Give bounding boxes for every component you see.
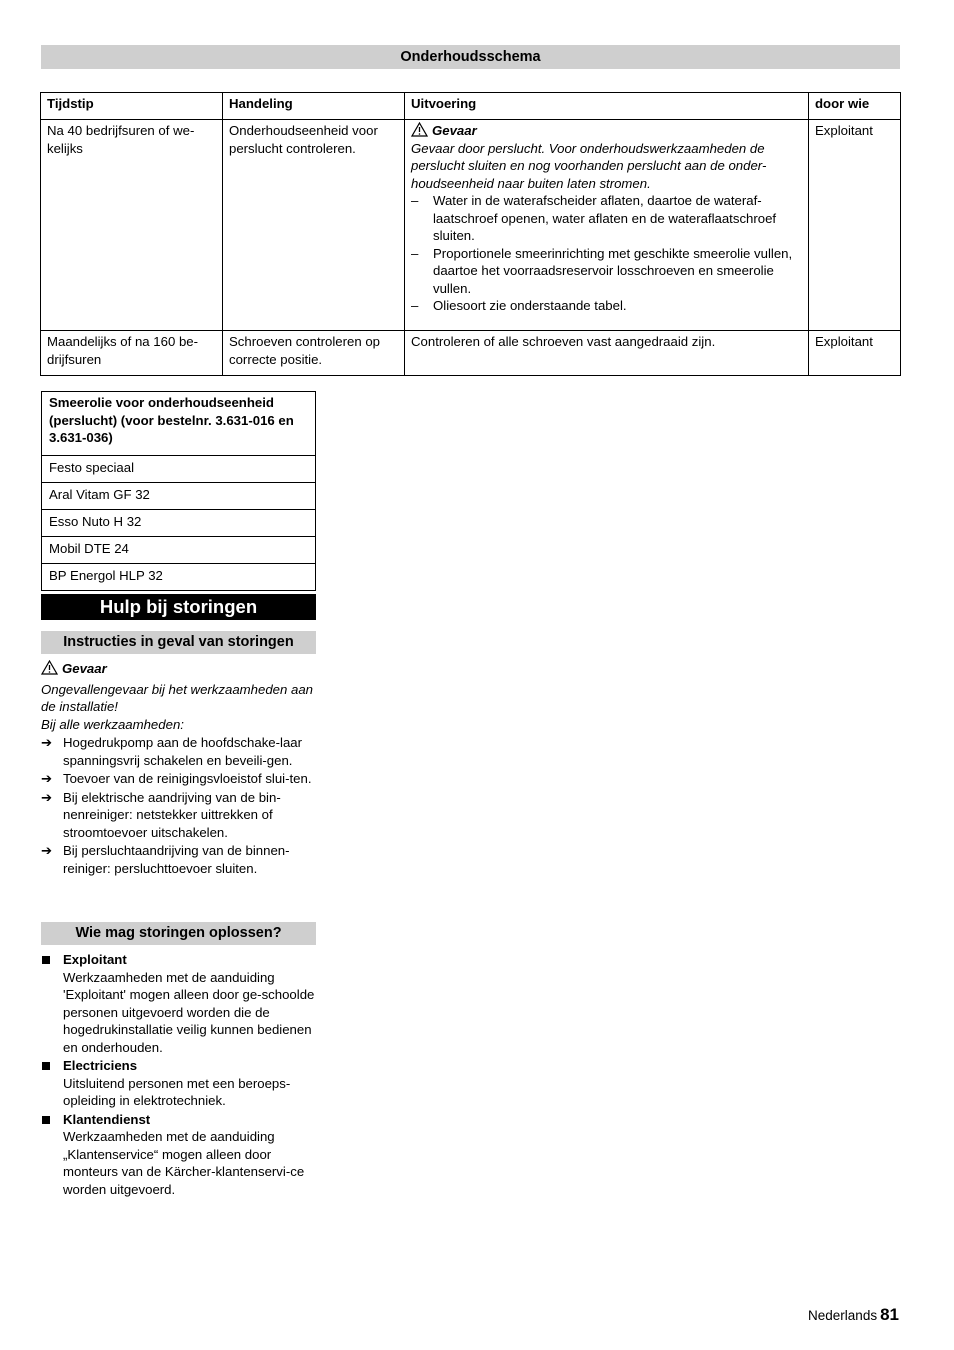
footer-language: Nederlands <box>808 1308 878 1323</box>
table-row <box>41 120 901 331</box>
list-item: – Proportionele smeerinrichting met geschikte smeerolie vullen, daartoe het voorraadsreservoir losschroeven en smeerolie vullen. <box>411 245 802 298</box>
role-description: Werkzaamheden met de aanduiding 'Exploitant' mogen alleen door ge-schoolde personen uitgevoerd worden die de hogedrukinstallatie veilig kunnen bedienen en onderhouden. <box>63 969 315 1055</box>
table-row <box>41 331 901 376</box>
maintenance-table <box>40 92 901 376</box>
arrow-right-icon: ➔ <box>41 789 53 805</box>
header-uitvoering: Uitvoering <box>405 93 809 120</box>
cell-handeling: Onderhoudseenheid voor perslucht controleren. <box>223 120 405 331</box>
page-number: 81 <box>880 1305 899 1324</box>
instructions-list <box>41 734 316 877</box>
oil-table <box>41 391 316 591</box>
list-item <box>41 1111 316 1199</box>
warning-text: Ongevallengevaar bij het werkzaamheden aan de installatie! <box>41 681 313 714</box>
list-item: ➔ Bij elektrische aandrijving van de bin-nenreiniger: netstekker uittrekken of stroomtoevoer uitschakelen. <box>41 789 281 840</box>
page-footer <box>808 1306 899 1325</box>
cell-handeling: Schroeven controleren op correcte positie. <box>223 331 405 376</box>
role-description: Werkzaamheden met de aanduiding „Klantenservice“ mogen alleen door monteurs van de Kärcher-klantenservi-ce worden uitgevoerd. <box>63 1129 305 1197</box>
cell-tijdstip: Maandelijks of na 160 be-drijfsuren <box>41 331 223 376</box>
list-item: ➔ Bij persluchtaandrijving van de binnen-reiniger: persluchttoevoer sluiten. <box>41 843 290 876</box>
warning-text: Gevaar door perslucht. Voor onderhoudswerkzaamheden de perslucht sluiten en nog voorhanden perslucht aan de onder-houdseenheid naar buiten laten stromen. <box>411 140 767 191</box>
list-item <box>41 1057 316 1110</box>
who-block <box>41 951 316 1199</box>
warning-heading <box>411 122 802 140</box>
header-door-wie: door wie <box>809 93 901 120</box>
warning-title: Gevaar <box>62 661 107 676</box>
header-handeling: Handeling <box>223 93 405 120</box>
role-title: Electriciens <box>63 1058 138 1073</box>
cell-tijdstip: Na 40 bedrijfsuren of we-kelijks <box>41 120 223 331</box>
cell-uitvoering: Controleren of alle schroeven vast aangedraaid zijn. <box>405 331 809 376</box>
list-item: ➔ Hogedrukpomp aan de hoofdschake-laar spanningsvrij schakelen en beveili-gen. <box>41 735 302 768</box>
cell-door-wie: Exploitant <box>809 120 901 331</box>
list-item <box>41 951 316 1056</box>
warning-triangle-icon <box>411 122 428 137</box>
role-title: Exploitant <box>63 952 127 967</box>
table-row: Esso Nuto H 32 <box>42 509 316 536</box>
list-item: ➔ Toevoer van de reinigingsvloeistof slui-ten. <box>41 771 312 786</box>
square-bullet-icon <box>42 1062 50 1070</box>
arrow-right-icon: ➔ <box>41 735 53 750</box>
instructions-block <box>41 660 316 877</box>
who-list <box>41 951 316 1198</box>
arrow-right-icon: ➔ <box>41 843 53 858</box>
subsection-title-instructies: Instructies in geval van storingen <box>41 631 316 654</box>
warning-title: Gevaar <box>432 123 477 138</box>
section-title-onderhoudsschema: Onderhoudsschema <box>41 45 900 69</box>
warning-text: Bij alle werkzaamheden: <box>41 716 184 732</box>
table-header-row <box>41 93 901 120</box>
list-item: – Oliesoort zie onderstaande tabel. <box>411 297 802 315</box>
section-title-hulp-bij-storingen: Hulp bij storingen <box>41 594 316 620</box>
role-description: Uitsluitend personen met een beroeps-opleiding in elektrotechniek. <box>63 1075 291 1108</box>
warning-triangle-icon <box>41 660 58 675</box>
table-row: Mobil DTE 24 <box>42 536 316 563</box>
oil-table-header: Smeerolie voor onderhoudseenheid (perslucht) (voor bestelnr. 3.631-016 en 3.631-036) <box>42 392 316 456</box>
steps-list <box>411 192 802 315</box>
warning-heading <box>41 660 316 678</box>
role-title: Klantendienst <box>63 1111 151 1127</box>
subsection-title-wie-mag: Wie mag storingen oplossen? <box>41 922 316 945</box>
list-item: – Water in de waterafscheider aflaten, daartoe de wateraf-laatschroef openen, water aflaten en de wateraflaatschroef sluiten. <box>411 192 802 245</box>
square-bullet-icon <box>42 1116 50 1124</box>
arrow-right-icon: ➔ <box>41 771 53 786</box>
table-row: Aral Vitam GF 32 <box>42 482 316 509</box>
table-row: BP Energol HLP 32 <box>42 563 316 590</box>
header-tijdstip: Tijdstip <box>41 93 223 120</box>
table-row: Festo speciaal <box>42 455 316 482</box>
cell-door-wie: Exploitant <box>809 331 901 376</box>
square-bullet-icon <box>42 956 50 964</box>
cell-uitvoering <box>405 120 809 331</box>
